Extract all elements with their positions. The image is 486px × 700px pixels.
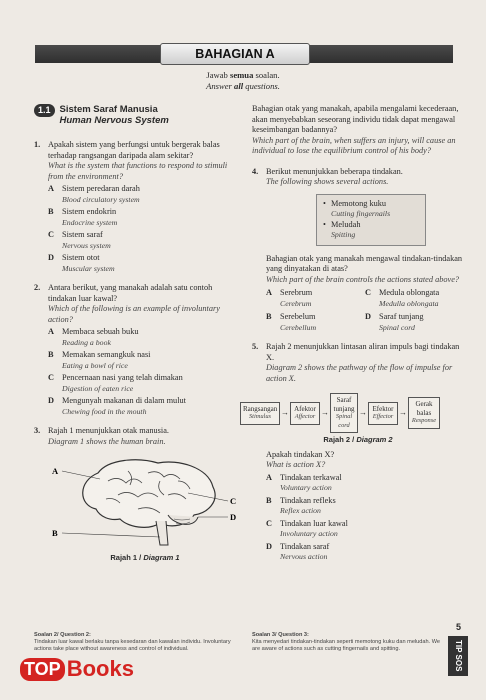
question-1: 1. Apakah sistem yang berfungsi untuk bergerak balas terhadap rangsangan daripada alam sekitar? What is the system that functions to respond to stimuli from the environment? A Sistem peredaran darah Blood circulatory system B Sistem endokrin Endocrine system C Sistem saraf Nervous system D Sistem otot Muscular system (34, 140, 242, 274)
q3-continued-en: Which part of the brain, when suffers an injury, will cause an individual to lose the equilibrium control of his body? (252, 135, 456, 155)
question-3: 3. Rajah 1 menunjukkan otak manusia. Diagram 1 shows the human brain. A C D B Rajah 1 / Diagram 1 (34, 426, 242, 564)
footer-note-left: Soalan 2/ Question 2: Tindakan luar kawal berlaku tanpa kesedaran dan kawalan individu. Involuntary actions take place without awareness and control of individual. (34, 632, 231, 652)
flow-box-effector: Efektor Effector (368, 402, 398, 425)
list-item: • Meludah Spitting (323, 219, 361, 239)
instruction-en: Answer all questions. (206, 81, 280, 91)
option[interactable]: C Tindakan luar kawal Involuntary action (266, 518, 348, 538)
question-5: 5. Rajah 2 menunjukkan lintasan aliran impuls bagi tindakan X. Diagram 2 shows the pathway of the flow of impulse for action X. (252, 342, 460, 383)
option[interactable]: B Memakan semangkuk nasi Eating a bowl of rice (48, 350, 151, 370)
flow-box-spinal-cord: Saraf tunjang Spinal cord (330, 393, 358, 433)
flow-box-affector: Afektor Affector (290, 402, 320, 425)
q3-continued-ms: Bahagian otak yang manakah, apabila mengalami kecederaan, akan menyebabkan seseorang individu tidak dapat mengawal keseimbangan badannya? (252, 104, 459, 134)
brain-icon (48, 451, 242, 551)
question-text-en: Which of the following is an example of involuntary action? (48, 304, 220, 324)
question-4: 4. Berikut menunjukkan beberapa tindakan. The following shows several actions. • Memotong kuku Cutting fingernails • Meludah Spitting Bahagian otak yang manakah mengawal tindakan-tindakan yang dinyatakan di atas? Which part of the brain controls the actions stated above? A Serebrum Cerebrum C Medula oblongata Medulla oblongata B Serebelum Cerebellum D Saraf tunjang Spinal cord (252, 166, 463, 332)
arrow-icon: → (321, 407, 329, 417)
question-text: Rajah 1 menunjukkan otak manusia. (48, 426, 169, 435)
page-number: 5 (456, 622, 462, 632)
brain-label-c: C (230, 496, 237, 506)
actions-box (316, 194, 426, 246)
option[interactable]: C Sistem saraf Nervous system (48, 230, 111, 250)
option[interactable]: D Sistem otot Muscular system (48, 253, 115, 273)
left-column (34, 104, 242, 573)
flow-box-stimulus: Rangsangan Stimulus (240, 402, 280, 425)
option[interactable]: A Membaca sebuah buku Reading a book (48, 327, 139, 347)
topbooks-logo: TOP Books (20, 656, 134, 682)
section-header: BAHAGIAN A (160, 43, 310, 65)
option[interactable]: D Saraf tunjang Spinal cord (365, 312, 424, 332)
list-item: • Memotong kuku Cutting fingernails (323, 198, 391, 218)
section-title-ms: Sistem Saraf Manusia (59, 104, 158, 115)
option[interactable]: D Tindakan saraf Nervous action (266, 541, 330, 561)
question-2: 2. Antara berikut, yang manakah adalah satu contoh tindakan luar kawal? Which of the following is an example of involuntary action? A Membaca sebuah buku Reading a book B Memakan semangkuk nasi Eating a bowl of rice C Pencernaan nasi yang telah dimakan Digestion of eaten rice D Mengunyah makanan di dalam mulut Chewing food in the mouth (34, 283, 242, 417)
arrow-icon: → (359, 407, 367, 417)
brain-diagram (48, 451, 242, 551)
option[interactable]: A Sistem peredaran darah Blood circulatory system (48, 184, 140, 204)
question-text-en: What is the system that functions to respond to stimuli from the environment? (48, 161, 228, 181)
brain-label-d: D (230, 512, 237, 522)
flow-box-response: Gerak balas Response (408, 397, 440, 429)
option[interactable]: C Medula oblongata Medulla oblongata (365, 288, 440, 308)
arrow-icon: → (281, 407, 289, 417)
diagram-1-caption: Rajah 1 / Diagram 1 (110, 553, 180, 562)
option[interactable]: B Serebelum Cerebellum (266, 312, 317, 332)
question-text-en: Diagram 1 shows the human brain. (48, 436, 166, 446)
option[interactable]: A Tindakan terkawal Voluntary action (266, 472, 342, 492)
option[interactable]: B Tindakan refleks Reflex action (266, 495, 336, 515)
right-column: Bahagian otak yang manakah, apabila mengalami kecederaan, akan menyebabkan seseorang individu tidak dapat mengawal keseimbangan badannya? Which part of the brain, when suffers an injury, will cause an individual to lose the equilibrium control of his body? 4. Berikut menunjukkan beberapa tindakan. The following shows several actions. • Memotong kuku Cutting fingernails • Meludah Spitting Bahagian otak yang manakah mengawal tindakan-tindakan yang dinyatakan di atas? Which part of the brain controls the actions stated above? A Serebrum Cerebrum C Medula oblongata Medulla oblongata B Serebelum Cerebellum D Saraf tunjang Spinal cord 5. Rajah 2 menunjukkan lintasan aliran impuls bagi tindakan X. Diagram 2 shows the pathway of the flow of impulse for action X. Rangsangan Stimulus → Afektor Affector → Saraf tunjang Spinal cord → Efektor Effector → Gerak balas Response Rajah 2 / Diagram 2 Apakah tindakan X? What is action X? A Tindakan terkawal Voluntary action B Tindakan refleks Reflex action C Tindakan luar kawal Involuntary action D Tindakan saraf Nervous action (252, 104, 464, 563)
option[interactable]: C Pencernaan nasi yang telah dimakan Digestion of eaten rice (48, 373, 183, 393)
impulse-flow-diagram (240, 393, 464, 433)
footer-note-right: Soalan 3/ Question 3: Kita menyedari tindakan-tindakan seperti memotong kuku dan meludah. We are aware of actions such as cutting fingernails and spitting. (252, 632, 441, 652)
option[interactable]: B Sistem endokrin Endocrine system (48, 207, 118, 227)
brain-label-a: A (52, 466, 59, 476)
brain-label-b: B (52, 528, 58, 538)
diagram-2-caption: Rajah 2 / Diagram 2 (323, 435, 393, 444)
section-heading (34, 104, 242, 126)
section-number: 1.1 (34, 104, 55, 117)
side-tab: TIP SOS (448, 636, 468, 676)
option[interactable]: A Serebrum Cerebrum (266, 288, 313, 308)
arrow-icon: → (399, 407, 407, 417)
instruction-ms: Jawab semua soalan. (206, 70, 280, 80)
option[interactable]: D Mengunyah makanan di dalam mulut Chewing food in the mouth (48, 396, 186, 416)
section-title-en: Human Nervous System (59, 115, 169, 126)
question-text: Antara berikut, yang manakah adalah satu contoh tindakan luar kawal? (48, 283, 213, 303)
question-text: Apakah sistem yang berfungsi untuk bergerak balas terhadap rangsangan daripada alam sekitar? (48, 140, 220, 160)
